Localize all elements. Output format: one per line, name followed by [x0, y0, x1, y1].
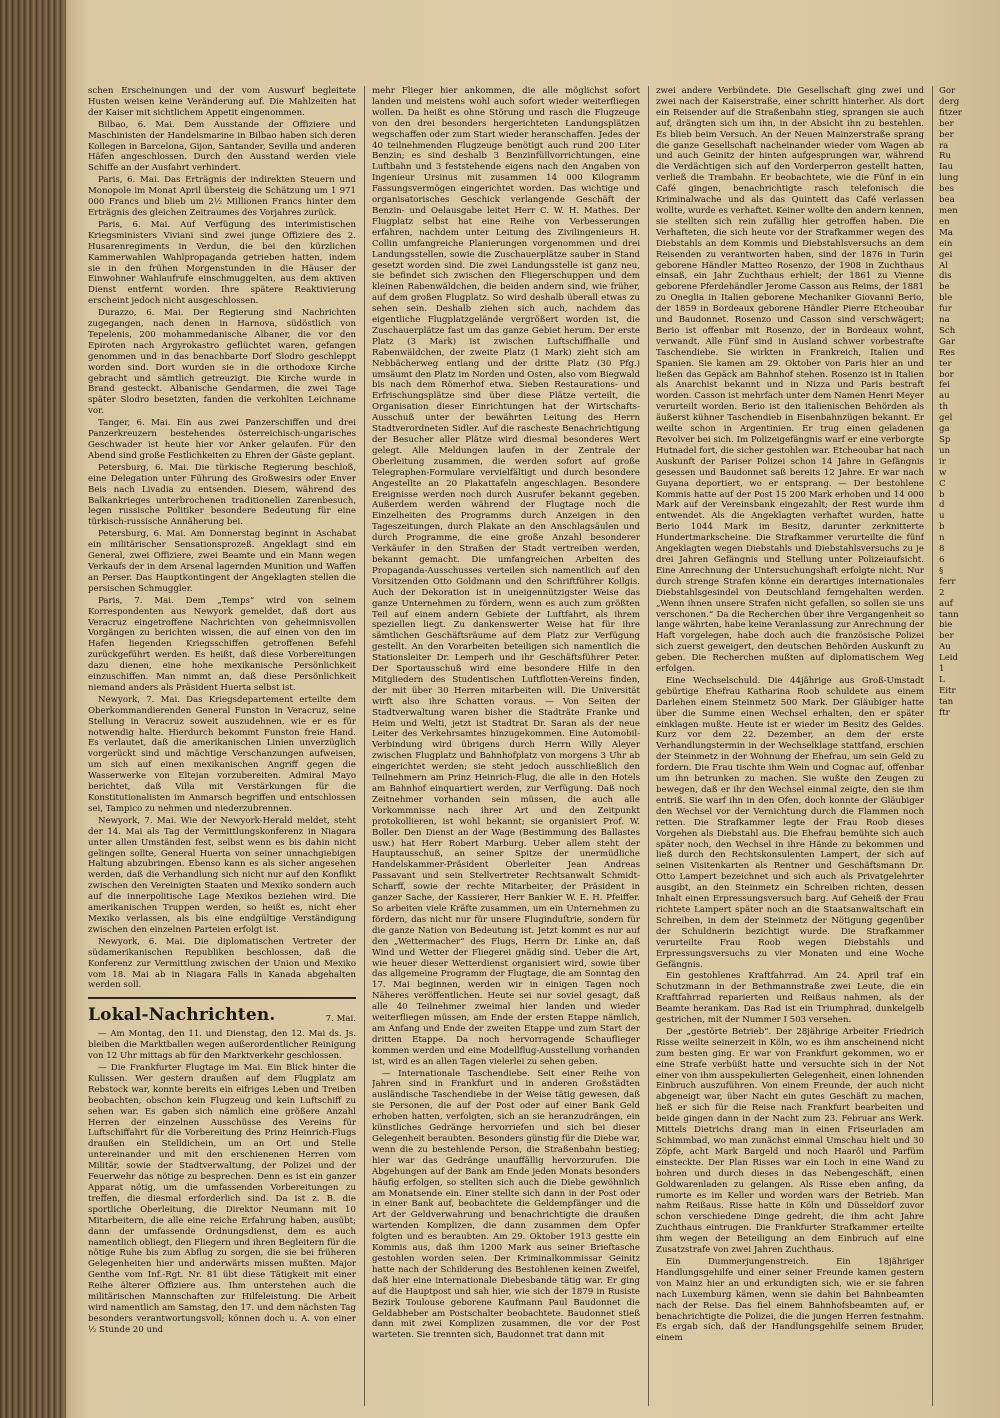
news-paragraph: Paris, 6. Mai. Das Erträgnis der indirekten Steuern und Monopole im Monat April übersteig die Schätzung um 1 971 000 Francs und blieb um 2½ Millionen Francs hinter dem Erträgnis des gleichen Zeitraumes des Vorjahres zurück.	[88, 175, 356, 218]
edge-text-fragment: na	[939, 315, 950, 326]
edge-text-fragment: Iau	[939, 162, 954, 173]
news-paragraph: Ein gestohlenes Kraftfahrrad. Am 24. April traf ein Schutzmann in der Bethmannstraße zwei Leute, die ein Kraftfahrrad reparierten und Reißaus nahmen, als der Beamte herankam. Das Rad ist ein Triumphrad, dunkelgelb gestrichen, mit der Nummer I 503 versehen.	[656, 971, 924, 1026]
local-news-paragraph: — Am Montag, den 11. und Dienstag, den 12. Mai ds. Js. bleiben die Marktballen wegen außerordentlicher Reinigung von 12 Uhr mittags ab für den Marktverkehr geschlossen.	[88, 1029, 356, 1062]
news-paragraph: Paris, 7. Mai. Dem „Temps“ wird von seinem Korrespondenten aus Newyork gemeldet, daß dort aus Veracruz eingetroffene Nachrichten von geheimnisvollen Vorgängen zu berichten wissen, die auf einen von den im Hafen liegenden Kriegsschiffen getroffenen Befehl zurückgeführt werden. Es heißt, daß diese Vorbereitungen dazu dienen, eine hohe mexikanische Persönlichkeit einzuschiffen. Man nimmt an, daß diese Persönlichkeit niemand anders als Präsident Huerta selbst ist.	[88, 595, 356, 693]
edge-text-fragment: Gor	[939, 86, 956, 96]
edge-text-fragment: bes	[939, 184, 954, 195]
edge-text-fragment: b	[939, 489, 945, 500]
news-paragraph: Durazzo, 6. Mai. Der Regierung sind Nachrichten zugegangen, nach denen in Harnova, südöstlich von Tepelenis, 200 mohammedanische Albaner, die vor den Epiroten nach Argyrokastro geflüchtet waren, gefangen genommen und in das benachbarte Dorf Slodro geschleppt worden sind. Dort wurden sie in die orthodoxe Kirche gebracht und sämtlich getreuzigt. Die Kirche wurde in Brand gesteckt. Albanische Gendarmen, die zwei Tage später Slodro besetzten, fanden die verkohlten Leichname vor.	[88, 308, 356, 417]
column-3	[656, 86, 924, 1406]
edge-text-fragment: 8	[939, 544, 945, 555]
edge-text-fragment: Sch	[939, 325, 956, 336]
news-paragraph: — Internationale Taschendiebe. Seit einer Reihe von Jahren sind in Frankfurt und in anderen Großstädten ausländische Taschendiebe in der Weise tätig gewesen, daß sie Personen, die auf der Post oder auf einer Bank Geld erhoben hatten, verfolgten, sich an sie heranzudrängen, ein künstliches Gedränge hervorriefen und sich bei dieser Gelegenheit beraubten. Besonders günstig für die Diebe war, wenn die zu bestehlende Person, die Straßenbahn bestieg; hier war das Gedränge unauffällig hervorzurufen. Die Abgehungen auf der Bank am Ende jeden Monats besonders häufig erfolgen, so stellten sich auch die Diebe gewöhnlich am Monatsende ein. Einer stellte sich dann in der Post oder in einer Bank auf, beobachtete die Geldempfänger und die Art der Geldverwahrung und benachrichtigte die draußen wartenden Komplizen, die dann zusammen dem Opfer folgten und es beraubten. Am 29. Oktober 1913 gestte ein Kommis aus, daß ihm 1200 Mark aus seiner Brieftasche gestohlen worden seien. Der Kriminalkommissar Geinitz hatte nach der Schilderung des Bestohlenen keinen Zweifel, daß hier eine internationale Diebesbande tätig war. Er ging auf die Hauptpost und sah hier, wie sich der 1879 in Rusiste Bezirk Toulouse geborene Kaufmann Paul Baudonnet die Geldabheber am Postschalter beobachtete. Baudonnet stieß dann mit zwei Komplizen zusammen, die vor der Post warteten. Sie trennten sich, Baudonnet trat dann mit	[372, 1068, 640, 1341]
edge-text-fragment: n	[939, 533, 945, 544]
edge-text-fragment: un	[939, 445, 951, 456]
book-binding-edge	[0, 0, 66, 1418]
edge-text-fragment: tann	[939, 609, 959, 620]
edge-text-fragment: ber	[939, 631, 954, 642]
edge-text-fragment: th	[939, 402, 948, 413]
edge-text-fragment: gei	[939, 249, 953, 260]
edge-text-fragment: §	[939, 565, 944, 576]
edge-text-fragment: ftr	[939, 707, 950, 718]
edge-text-fragment: bie	[939, 620, 953, 631]
edge-text-fragment: 6	[939, 554, 945, 565]
section-date: 7. Mai.	[325, 1014, 356, 1025]
edge-text-fragment: ble	[939, 293, 953, 304]
edge-text-fragment: ber	[939, 129, 954, 140]
edge-text-fragment: d	[939, 500, 945, 511]
section-header-local-news	[88, 997, 356, 1025]
edge-text-fragment: C	[939, 478, 946, 489]
edge-text-fragment: Res	[939, 347, 955, 358]
news-paragraph: zwei andere Verbündete. Die Gesellschaft ging zwei und zwei nach der Kaiserstraße, einer schritt hinterher. Als dort ein Reisender auf die Straßenbahn stieg, sprangen sie auch auf, drängten sich um ihn, in der Absicht ihn zu bestehlen. Es blieb beim Versuch. An der Neuen Mainzerstraße sprang die ganze Gesellschaft nacheinander wieder vom Wagen ab und auch Geinitz der hinten aufgesprungen war, während die Verdächtigen sich auf den Vorderperron gestellt hatten, verließ die Trambahn. Er beobachtete, wie die Fünf in ein Café gingen, benachrichtigte rasch telefonisch die Kriminalwache und als das Quintett das Café verlassen wollte, wurde es verhaftet. Keiner wollte den andern kennen, sie stellten sich rein zufällig hier getroffen haben. Die Verhafteten, die sich heute vor der Strafkammer wegen des Diebstahls an dem Kommis und Diebstahlsversuchs an dem Reisenden zu verantworten haben, sind der 1876 in Turin geborene Händler Matteo Rosenzo, der 1908 in Zuchthaus einsaß, ein Jahr Zuchthaus erhielt; der 1861 zu Vienne geborene Pferdehändler Jerome Casson aus Reims, der 1881 zu Oneglia in Italien geborene Mechaniker Giovanni Berio, der 1859 in Bordeaux geborene Händler Pierre Etcheoubar und Baudonnet. Rosenzo und Casson sind verschwägert; Berio ist offenbar mit Rosenzo, der in Bordeaux wohnt, verwandt. Alle Fünf sind in Ausland schwer vorbestrafte Taschendiebe. Sie wirkten in Frankreich, Italien und Spanien. Sie kamen am 29. Oktober von Paris hier an und ließen das Gepäck am Bahnhof stehen. Rosenzo ist in Italien als Anarchist bekannt und in Nizza und Paris bestraft worden. Casson ist mehrfach unter dem Namen Henri Meyer verurteilt worden. Berio ist den italienischen Behörden als äußerst kühner Taschendieb in Eisenbahnzügen bekannt. Er weilte schon in Argentinien. Er trug einen geladenen Revolver bei sich. Im Polizeigefängnis warf er eine verborgte Hutnadel fort, die sicher gestohlen war. Etcheoubar hat nach Auskunft der Pariser Polizei schon 14 Jahre in Gefängnis gesessen und Baudonnet saß bereits 12 Jahre. Er war nach Guyana deportiert, wo er entsprang. — Der bestohlene Kommis hatte auf der Post 15 200 Mark erhoben und 14 000 Mark auf der Vereinsbank eingezahlt; der Rest wurde ihm entwendet. Als die Angeklagten verhaftet wurden, hatte Berio 1044 Mark im Besitz, darunter zerknitterte Hundertmarkscheine. Die Strafkammer verurteilte die fünf Angeklagten wegen Diebstahls und Diebstahlsversuchs zu je drei Jahren Gefängnis und Stellung unter Polizeiaufsicht. Eine Anrechnung der Untersuchungshaft erfolgte nicht. Nur durch strenge Strafen könne ein derartiges internationales Diebstahlsgesindel von Deutschland ferngehalten werden. „Wenn ihnen unsere Strafen nicht gefallen, so sollen sie uns verschonen.“ Da die Recherchen über ihre Vergangenheit so lange währten, habe keine Veranlassung zur Anrechnung der Haft vorgelegen, habe doch auch die französische Polizei sich zuerst geweigert, den deutschen Behörden Auskunft zu geben. Die Recherchen mußten auf diplomatischem Weg erfolgen.	[656, 86, 924, 675]
edge-text-fragment: Au	[939, 642, 951, 653]
column-rule	[932, 86, 933, 1406]
news-paragraph: Newyork, 6. Mai. Die diplomatischen Vertreter der südamerikanischen Republiken beschlossen, daß die Konferenz zur Vermittlung zwischen der Union und Mexiko vom 18. Mai ab in Niagara Falls in Kanada abgehalten werden soll.	[88, 936, 356, 991]
edge-text-fragment: fur	[939, 304, 952, 315]
edge-text-fragment: Leid	[939, 653, 959, 664]
edge-text-fragment: ir	[939, 456, 946, 467]
edge-text-fragment: u	[939, 511, 945, 522]
news-paragraph: Newyork, 7. Mai. Wie der Newyork-Herald meldet, steht der 14. Mai als Tag der Vermittlungskonferenz in Niagara unter allen Umständen fest, selbst wenn es bis dahin nicht gelingen sollte, General Huerta von seiner unnachgiebigen Haltung abzubringen. Ebenso kann es als sicher angesehen werden, daß die Verhandlung sich nicht nur auf den Konflikt zwischen den Vereinigten Staaten und Mexiko sondern auch auf die innerpolitische Lage Mexikos beziehen wird. Die amerikanischen Truppen werden, so heißt es, nicht eher Mexiko verlassen, als bis eine endgültige Verständigung zwischen den einzelnen Parteien erfolgt ist.	[88, 815, 356, 935]
column-1	[88, 86, 356, 1406]
edge-text-fragment: L	[939, 674, 945, 685]
news-paragraph: Bilbao, 6. Mai. Dem Ausstande der Offiziere und Maschinisten der Handelsmarine in Bilbao haben sich deren Kollegen in Barcelona, Gijon, Santander, Sevilla und anderen Häfen angeschlossen. Durch den Ausstand werden viele Schiffe an der Ausfahrt verhindert.	[88, 119, 356, 174]
edge-text-fragment: au	[939, 391, 950, 402]
edge-text-fragment: Eitr	[939, 685, 956, 696]
news-paragraph: Petersburg, 6. Mai. Am Donnerstag beginnt in Aschabat ein militärischer Sensationsprozeß. Angeklagt sind ein General, zwei Offiziere, zwei Beamte und ein Mann wegen Verkaufs der in dem Arsenal lagernden Munition und Waffen an Perser. Das Hauptkontingent der Angeklagten stellen die persischen Schmuggler.	[88, 529, 356, 594]
edge-text-fragment: be	[939, 282, 950, 293]
edge-text-fragment: fei	[939, 380, 951, 391]
edge-text-fragment: derg	[939, 96, 960, 107]
local-news-paragraph: — Die Frankfurter Flugtage im Mai. Ein Blick hinter die Kulissen. Wer gestern draußen auf dem Flugplatz am Rebstock war, konnte bereits ein eifriges Leben und Treiben beobachten, obschon kein Flugzeug und kein Luftschiff zu sehen war. Es gaben sich nämlich eine größere Anzahl Herren der einzelnen Ausschüsse des Vereins für Luftschiffahrt für die Vorbereitung des Prinz Heinrich-Flugs draußen ein Stelldichein, um an Ort und Stelle untereinander und mit den erschienenen Herren vom Militär, sowie der Stadtverwaltung, der Polizei und der Feuerwehr das nötige zu besprechen. Denn es ist ein ganzer Apparat nötig, um die umfassenden Vorbereitungen zu treffen, die diesmal erforderlich sind. Da ist z. B. die sportliche Oberleitung, die Direktor Neumann mit 10 Mitarbeitern, die alle eine reiche Erfahrung haben, ausübt; dann der umfassende Ordnungsdienst, dem es auch namentlich obliegt, den Fliegern und ihren Begleitern für die nötige Ruhe bis zum Abflug zu sorgen, die sie bei früheren Gelegenheiten hier und anderwärts missen mußten. Major Genthe vom Inf.-Rgt. Nr. 81 übt diese Tätigkeit mit einer Reihe älterer Offiziere aus. Ihm unterstehen auch die militärischen Mannschaften zur Hilfeleistung. Die Arbeit wird namentlich am Samstag, den 17. und dem nächsten Tag besonders verantwortungsvoll; können doch u. A. von einer ½ Stunde 20 und	[88, 1063, 356, 1335]
edge-text-fragment: bea	[939, 195, 955, 206]
section-title: Lokal-Nachrichten.	[88, 1005, 276, 1026]
news-paragraph: Der „gestörte Betrieb“. Der 28jährige Arbeiter Friedrich Risse weilte seinerzeit in Köln, wo es ihm anscheinend nicht zum besten ging. Er war von Frankfurt gekommen, wo er eine Strafe verbüßt hatte und versuchte sich in der Not einer von ihm ausspekulierten Gelegenheit, einen lohnenden Einbruch auszuführen. Von einem Freunde, der auch nicht abgeneigt war, über Nacht ein gutes Geschäft zu machen, ließ er sich für die Reise nach Frankfurt bearbeiten und beide gingen dann in der Nacht zum 23. Februar ans Werk. Mittels Dietrichs drang man in einen Friseurladen am Schimmbad, wo man zunächst einmal Umschau hielt und 30 Zöpfe, acht Mark Bargeld und noch Haarôl und Parfüm einsteckte. Der Plan Risses war ein Loch in eine Wand zu bohren und durch dieses in das Nebengeschäft, einen Goldwarenladen zu gelangen. Als Risse eben anfing, da rumorte es im Keller und worden wars der Betrieb. Man nahm Reißaus. Risse hatte in Köln und Düsseldorf zuvor schon verschiedene Dinge gedreht, die ihm acht Jahre Zuchthaus eintrugen. Die Frankfurter Strafkammer erteilte ihm wegen der Beteiligung an dem Einbruch auf eine Zusatzstrafe von zwei Jahren Zuchthaus.	[656, 1026, 924, 1256]
column-rule	[648, 86, 649, 1406]
edge-text-fragment: Ru	[939, 151, 952, 162]
column-rule	[364, 86, 365, 1406]
news-paragraph: schen Erscheinungen und der vom Auswurf begleitete Husten weisen keine Veränderung auf. Die Mahlzeiten hat der Kaiser mit sichtlichem Appetit eingenommen.	[88, 86, 356, 118]
edge-text-fragment: 2	[939, 587, 945, 598]
edge-text-fragment: 1	[939, 664, 945, 675]
column-2	[372, 86, 640, 1406]
edge-text-fragment: Sp	[939, 435, 951, 445]
news-paragraph: mehr Flieger hier ankommen, die alle möglichst sofort landen und meistens wohl auch sofort wieder weiterfliegen wollen. Da heißt es ohne Störung und rasch die Flugzeuge von den drei besonders hergerichteten Landungsplätzen wegschaffen oder zum Start wieder heranschaffen. Jedes der 40 teilnehmenden Flugzeuge benötigt auch rund 200 Liter Benzin; es sind deshalb 3 Benzinfüllvorrichtungen, eine Luftbahn und 3 feststehende eigens nach den Angaben von Ingenieur Ursinus mit zusammen 14 000 Kilogramm Fassungsvermögen eingerichtet worden. Das wichtige und organisatorisches Geschick verlangende Geschäft der Benzin- und Oelausgabe leitet Herr C. W. H. Mathes. Der Flugplatz selbst hat eine Reihe von Verbesserungen erfahren, nachdem unter Leitung des Zivilingenieurs H. Collin umfangreiche Planierungen vorgenommen und drei Landungsstellen, sowie die Zuschauerplätze sauber in Stand gesetzt worden sind. Die zwei Landungsstelle ist ganz neu, sie befindet sich zwischen den Fliegerschuppen und dem kleinen Rabenwäldchen, die beiden andern sind, wie früher, auf dem großen Flugplatz. So wird deshalb überall etwas zu sehen sein. Deshalb ziehen sich auch, nachdem das eigentliche Flugplatzgelände vergrößert worden ist, die Zuschauerplätze fast um das ganze Gebiet herum. Der erste Platz (3 Mark) ist zwischen Luftschiffhalle und Rabenwäldchen, der zweite Platz (1 Mark) zieht sich am Nebbächerweg entlang und der dritte Platz (30 Pfg.) umsäumt den Platz im Norden und Osten, also vom Biegwald bis nach dem Römerhof etwa. Sieben Restaurations- und Erfrischungsplätze sind über diese Plätze verteilt, die Organisation dieser Einrichtungen hat der Wirtschafts-Ausschuß unter der bewährten Leitung des Herrn Stadtverordneten Sidler. Auf die rascheste Benachrichtigung der Besucher aller Plätze wird diesmal besonderes Wert gelegt. Alle Meldungen laufen in der Zentrale der Oberleitung zusammen, die werden sofort auf große Telegraphen-Formulare vervielfältigt und durch besondere Angestellte an 20 Plakattafeln angeschlagen. Besondere Ereignisse werden noch durch Ausrufer bekannt gegeben. Außerdem werden während der Flugtage noch die Einzelheiten des Programms durch Anzeigen in den Tageszeitungen, durch Plakate an den Anschlagsäulen und durch Programme, die eine große Anzahl besonderer Verkäufer in den Straßen der Stadt vertreiben werden, bekannt gemacht. Die umfangreichen Arbeiten des Propaganda-Ausschusses verteilen sich namentlich auf den Vorsitzenden Otto Goldmann und den Schriftführer Kollgis. Auch der Dekoration ist in uneigennützigster Weise das ganze Unternehmen zu fördern, wenn es auch zum größten Teil auf einem andern Gebiete der Luftfahrt, als ihrem speziellen liegt. Zu dankenswerter Weise hat für ihre sämtlichen Geschäftsräume auf dem Platz zur Verfügung gestellt. An den Vorarbeiten beteiligen sich namentlich die Stationsleiter Dr. Lemperh und ihr Geschäftsführer Peter. Der Sportausschuß wird eine besondere Hilfe in den Mitgliedern des Studentischen Luftflotten-Vereins finden, der mit über 30 Herren mitarbeiten will. Die Universität wirft also ihre Schatten voraus. — Von Seiten der Stadtverwaltung waren bisher die Stadträte Franke und Heim und Welti, jetzt ist Stadtrat Dr. Saran als der neue Leiter des Verkehrsamtes hinzugekommen. Eine Automobil-Verbindung wird übrigens durch Herrn Willy Aleyer zwischen Flugplatz und Bahnhofplatz von morgens 3 Uhr ab eingerichtet werden; sie steht jedoch ausschließlich den Teilnehmern am Prinz Heinrich-Flug, die alle in den Hotels am Bahnhof einquartiert werden, zur Verfügung. Daß noch Zeitnehmer vorhanden sein müssen, die auch alle Vorkommnisse nach ihrer Art und den Zeitpunkt protokollieren, ist wohl bekannt; sie organisiert Prof. W. Boller. Den Dienst an der Wage (Bestimmung des Ballastes usw.) hat Herr Robert Marburg. Ueber allem steht der Hauptausschuß, an seiner Spitze der unermüdliche Handelskammer-Präsident Oberleiter Jean Andreas Passavant und sein Stellvertreter Rechtsanwalt Schmidt-Scharff, sowie der rechte Mitarbeiter, der Präsident in ganzer Sache, der Kassierer, Herr Bankier W. E. H. Pfeiffer. So arbeiten viele Kräfte zusammen, um ein Unternehmen zu fördern, das nicht nur für unsere Fluginduſtrie, sondern für die ganze Nation von Bedeutung ist. Jetzt kommt es nur auf den „Wettermacher“ des Flugs, Herrn Dr. Linke an, daß Wind und Wetter der Fliegerei gnädig sind. Ueber die Art, wie heuer dieser Wetterdienst organisiert wird, sowie über das allgemeine Programm der Flugtage, die am Sonntag den 17. Mai beginnen, werden wir in einigen Tagen noch Näheres veröffentlichen. Heute sei nur soviel gesagt, daß alle 40 Teilnehmer zweimal hier landen und wieder weiterfliegen müssen, am Ende der ersten Etappe nämlich, am Anfang und Ende der zweiten Etappe und zum Start der dritten Etappe. Da noch hervorragende Schauflieger kommen werden und eine Modellflug-Ausstellung vorhanden ist, wird es an allen Tagen vielerlei zu sehen geben.	[372, 86, 640, 1067]
news-paragraph: Tanger, 6. Mai. Ein aus zwei Panzerschiffen und drei Panzerkreuzern bestehendes österreichisch-ungarisches Geschwader ist heute hier vor Anker gelaufen. Für den Abend sind große Festlichkeiten zu Ehren der Gäste geplant.	[88, 418, 356, 461]
edge-text-fragment: men	[939, 205, 958, 216]
edge-text-fragment: gel	[939, 413, 953, 424]
edge-text-fragment: bor	[939, 369, 954, 380]
edge-text-fragment: Gar	[939, 336, 956, 347]
column-4-cut-edge	[939, 86, 1000, 1406]
edge-text-fragment: dis	[939, 271, 952, 282]
edge-text-fragment: fitzer	[939, 107, 962, 118]
news-paragraph: Ein Dummerjungenstreich. Ein 18jähriger Handlungsgehilfe und einer seiner Freunde kamen gestern von Mainz hier an und erkundigten sich, wie er sie fahren nach Luxemburg kämen, wenn sie dahin bei Bahnbeamten nach der Reise. Das fiel einem Bahnhofsbeamten auf, er benachrichtigte die Polizei, die die jungen Herren festnahm. Es ergab sich, daß der Handlungsgehilfe seinem Bruder, einem	[656, 1256, 924, 1344]
news-paragraph: Eine Wechselschuld. Die 44jährige aus Groß-Umstadt gebürtige Ehefrau Katharina Roob schuldete aus einem Darlehen einem Steinmetz 500 Mark. Der Gläubiger hatte über die Summe einen Wechsel erhalten, den er später einklagen mußte. Heute ist er wieder im Besitz des Geldes. Kurz vor dem 22. Dezember, an dem der erste Verhandlungstermin in der Wechselklage stattfand, erschien der Steinmetz in der Wohnung der Ehefrau, um sein Geld zu fordern. Die Frau tischte ihm Wein und Cognac auf, offenbar um ihn betrunken zu machen. Sie wußte den Zeugen zu bewegen, daß er ihr den Wechsel einmal zeigte, den sie ihm entriß. Sie warf ihn in den Ofen, doch konnte der Gläubiger den Wechsel vor der Vernichtung durch die Flammen noch retten. Die Strafkammer legte der Frau Roob dieses Vorgehen als Diebstahl aus. Die Ehefrau bemühte sich auch später noch, den Wechsel in ihre Hände zu bekommen und ließ durch den Rechtskonsulenten Lampert, der sich auf seinen Visitenkarten als Rentner und Geschäftsmann Dr. Otto Lampert bezeichnet und sich auch als Privatgelehrter ausgibt, an den Steinmetz ein Schreiben richten, dessen Inhalt einen Erpressungsversuch barg. Auf Geheiß der Frau richtete Lampert später noch an die Staatsanwaltschaft ein Schreiben, in dem der Steinmetz der Nötigung gegenüber der Schuldnerin bezichtigt wurde. Die Strafkammer verurteilte Frau Roob wegen Diebstahls und Erpressungsversuchs zu vier Monaten und eine Woche Gefängnis.	[656, 675, 924, 970]
edge-text-fragment: Al	[939, 260, 948, 271]
edge-text-fragment: ga	[939, 424, 950, 435]
edge-text-fragment: b	[939, 522, 945, 533]
edge-text-fragment: ra	[939, 140, 949, 151]
edge-text-fragment: ber	[939, 118, 954, 129]
edge-text-fragment: en	[939, 216, 950, 227]
edge-text-fragment: ein	[939, 238, 953, 249]
edge-text-fragment: auf	[939, 598, 953, 609]
news-paragraph: Newyork, 7. Mai. Das Kriegsdepartement erteilte dem Oberkommandierenden General Funston in Veracruz, seine Stellung in Veracruz soweit auszudehnen, wie er es für notwendig halte. Hierdurch bekommt Funston freie Hand. Es verlautet, daß die amerikanischen Linien unverzüglich vorgerückt sind und mächtige Verschanzungen aufweisen, um sich auf einen mexikanischen Angriff gegen die Wasserwerke von Eltejan vorzubereiten. Admiral Mayo berichtet, daß Villa mit Verstärkungen für die Konstitutionalisten im Anmarsch begriffen und entschlossen sei, Tampico zu nehmen und niederzubrennen.	[88, 694, 356, 814]
news-paragraph: Paris, 6. Mai. Auf Verfügung des interimistischen Kriegsministers Viviani sind zwei junge Offiziere des 2. Husarenregiments in Verdun, die bei den kürzlichen Kammerwahlen Wahlpropaganda getrieben hatten, indem sie in den frühen Morgenstunden in die Häuser der Einwohner Wahlaufrufe einschmuggelten, aus dem aktiven Dienst entfernt worden. Ihre spätere Reaktivierung erscheint jedoch nicht ausgeschlossen.	[88, 219, 356, 307]
news-paragraph: Petersburg, 6. Mai. Die türkische Regierung beschloß, eine Delegation unter Führung des Großwesirs oder Enver Beis nach Livadia zu entsenden. Diesem, während des Balkankrieges unterbrochenen traditionellen Zarenbesuch, legen russische Politiker besondere Bedeutung für eine türkisch-russische Annäherung bei.	[88, 462, 356, 528]
edge-text-fragment: w	[939, 467, 947, 478]
edge-text-fragment: ter	[939, 358, 952, 369]
newspaper-page	[66, 0, 1000, 1418]
edge-text-fragment: tan	[939, 696, 954, 707]
edge-text-fragment: Ma	[939, 227, 953, 238]
edge-text-fragment: ferr	[939, 576, 956, 587]
edge-text-fragment: lung	[939, 173, 959, 184]
